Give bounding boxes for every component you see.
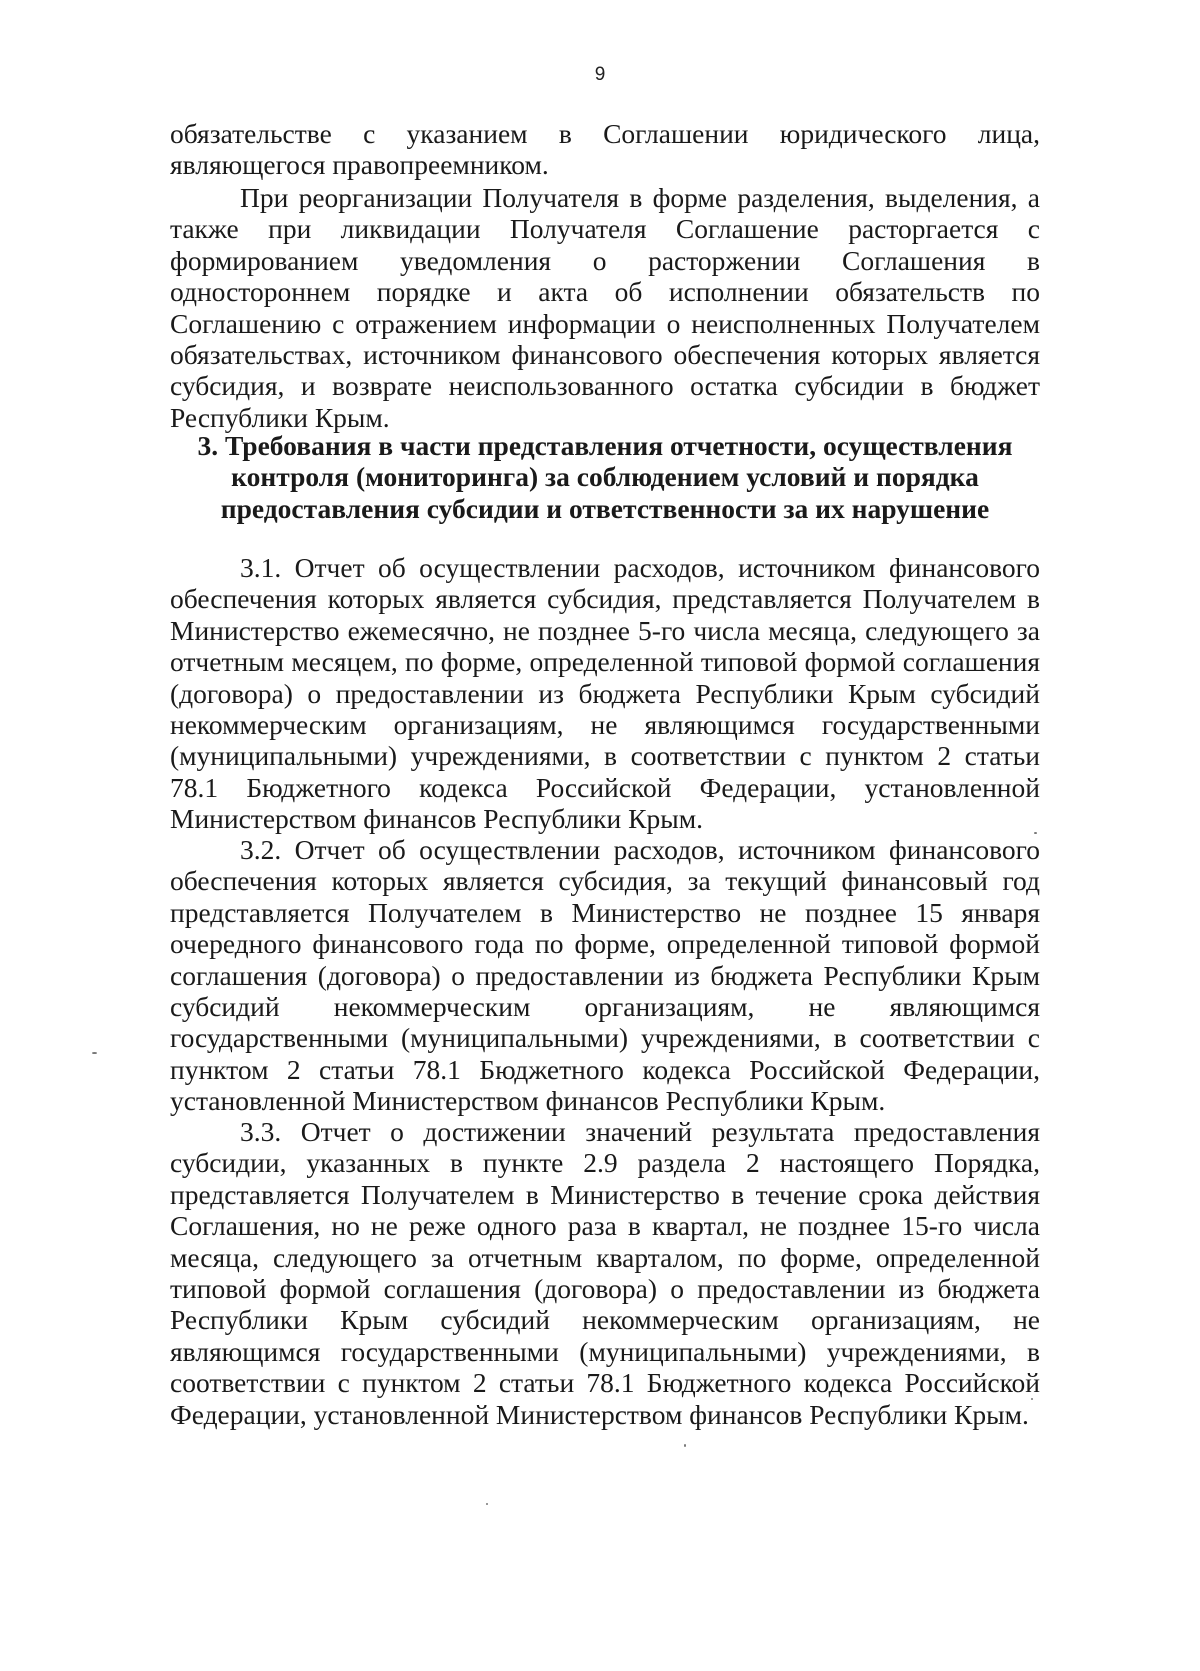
clause-3-3: 3.3. Отчет о достижении значений результата предоставления субсидии, указанных в пункте 2.9 раздела 2 настоящего Порядка, представляется Получателем в Министерство в течение срока действия Соглашения, но не реже одного раза в квартал, не позднее 15-го числа месяца, следующего за отчетным кварталом, по форме, определенной типовой формой соглашения (договора) о предоставлении из бюджета Республики Крым субсидий некоммерческим организациям, не являющимся государственными (муниципальными) учреждениями, в соответствии с пунктом 2 статьи 78.1 Бюджетного кодекса Российской Федерации, установленной Министерством финансов Республики Крым. (170, 1116, 1040, 1430)
section-3-heading: 3. Требования в части представления отчетности, осуществления контроля (мониторинга) за соблюдением условий и порядка предоставления субсидии и ответственности за их нарушение (197, 430, 1013, 524)
scan-speck (1031, 1398, 1033, 1400)
paragraph-reorganization: При реорганизации Получателя в форме разделения, выделения, а также при ликвидации Получателя Соглашение расторгается с формированием уведомления о расторжении Соглашения в одностороннем порядке и акта об исполнении обязательств по Соглашению с отражением информации о неисполненных Получателем обязательствах, источником финансового обеспечения которых является субсидия, и возврате неиспользованного остатка субсидии в бюджет Республики Крым. (170, 182, 1040, 433)
page-number: 9 (594, 64, 606, 85)
scan-speck (1034, 832, 1037, 834)
scan-speck (684, 1444, 686, 1447)
scan-speck (92, 1052, 97, 1054)
paragraph-continuation: обязательстве с указанием в Соглашении юридического лица, являющегося правопреемником. (170, 118, 1040, 181)
scan-speck (486, 1503, 488, 1505)
clause-3-2: 3.2. Отчет об осуществлении расходов, источником финансового обеспечения которых является субсидия, за текущий финансовый год представляется Получателем в Министерство не позднее 15 января очередного финансового года по форме, определенной типовой формой соглашения (договора) о предоставлении из бюджета Республики Крым субсидий некоммерческим организациям, не являющимся государственными (муниципальными) учреждениями, в соответствии с пунктом 2 статьи 78.1 Бюджетного кодекса Российской Федерации, установленной Министерством финансов Республики Крым. (170, 834, 1040, 1117)
clause-3-1: 3.1. Отчет об осуществлении расходов, источником финансового обеспечения которых является субсидия, представляется Получателем в Министерство ежемесячно, не позднее 5-го числа месяца, следующего за отчетным месяцем, по форме, определенной типовой формой соглашения (договора) о предоставлении из бюджета Республики Крым субсидий некоммерческим организациям, не являющимся государственными (муниципальными) учреждениями, в соответствии с пунктом 2 статьи 78.1 Бюджетного кодекса Российской Федерации, установленной Министерством финансов Республики Крым. (170, 552, 1040, 835)
